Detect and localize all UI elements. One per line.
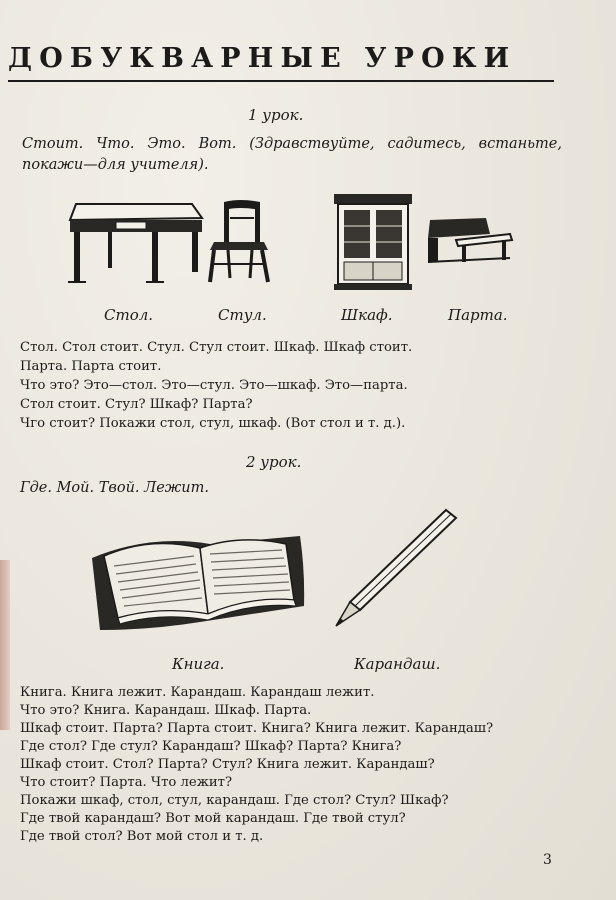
chair-illustration bbox=[208, 198, 272, 284]
text-line: Где стол? Где стул? Карандаш? Шкаф? Парта? Книга? bbox=[20, 739, 402, 754]
heading-rule bbox=[8, 80, 554, 82]
lesson-1-intro: Стоит. Что. Это. Вот. (Здравствуйте, садитесь, встаньте, покажи—для учителя). bbox=[22, 136, 562, 173]
text-line: Где твой карандаш? Вот мой карандаш. Где твой стул? bbox=[20, 811, 406, 826]
caption-pencil: Карандаш. bbox=[354, 655, 441, 673]
desk-illustration bbox=[426, 216, 512, 268]
lesson-2-intro: Где. Мой. Твой. Лежит. bbox=[20, 480, 209, 496]
book-illustration bbox=[90, 530, 310, 634]
cabinet-illustration bbox=[334, 194, 414, 290]
text-line: Книга. Книга лежит. Карандаш. Карандаш лежит. bbox=[20, 685, 375, 700]
table-illustration bbox=[68, 198, 204, 288]
caption-book: Книга. bbox=[172, 655, 225, 673]
lesson-2-text bbox=[20, 684, 580, 846]
text-line: Что это? Книга. Карандаш. Шкаф. Парта. bbox=[20, 703, 312, 718]
text-line: Покажи шкаф, стол, стул, карандаш. Где стол? Стул? Шкаф? bbox=[20, 793, 449, 808]
lesson-1-title: 1 урок. bbox=[248, 106, 304, 124]
text-line: Шкаф стоит. Парта? Парта стоит. Книга? Книга лежит. Карандаш? bbox=[20, 721, 494, 736]
caption-desk: Парта. bbox=[448, 306, 508, 324]
text-line: Шкаф стоит. Стол? Парта? Стул? Книга лежит. Карандаш? bbox=[20, 757, 435, 772]
page-heading: ДОБУКВАРНЫЕ УРОКИ bbox=[8, 43, 517, 74]
text-line: Чго стоит? Покажи стол, стул, шкаф. (Вот стол и т. д.). bbox=[20, 416, 406, 431]
pencil-illustration bbox=[330, 508, 460, 630]
text-line: Что это? Это—стол. Это—стул. Это—шкаф. Это—парта. bbox=[20, 378, 408, 393]
caption-chair: Стул. bbox=[218, 306, 267, 324]
page-number: 3 bbox=[543, 852, 552, 868]
caption-cabinet: Шкаф. bbox=[341, 306, 393, 324]
caption-table: Стол. bbox=[104, 306, 154, 324]
text-line: Что стоит? Парта. Что лежит? bbox=[20, 775, 233, 790]
text-line: Где твой стол? Вот мой стол и т. д. bbox=[20, 829, 264, 844]
text-line: Стол стоит. Стул? Шкаф? Парта? bbox=[20, 397, 253, 412]
page-edge-stain bbox=[0, 560, 10, 730]
text-line: Стол. Стол стоит. Стул. Стул стоит. Шкаф. Шкаф стоит. bbox=[20, 340, 413, 355]
text-line: Парта. Парта стоит. bbox=[20, 359, 162, 374]
lesson-2-title: 2 урок. bbox=[246, 453, 302, 471]
lesson-1-text bbox=[20, 338, 580, 433]
